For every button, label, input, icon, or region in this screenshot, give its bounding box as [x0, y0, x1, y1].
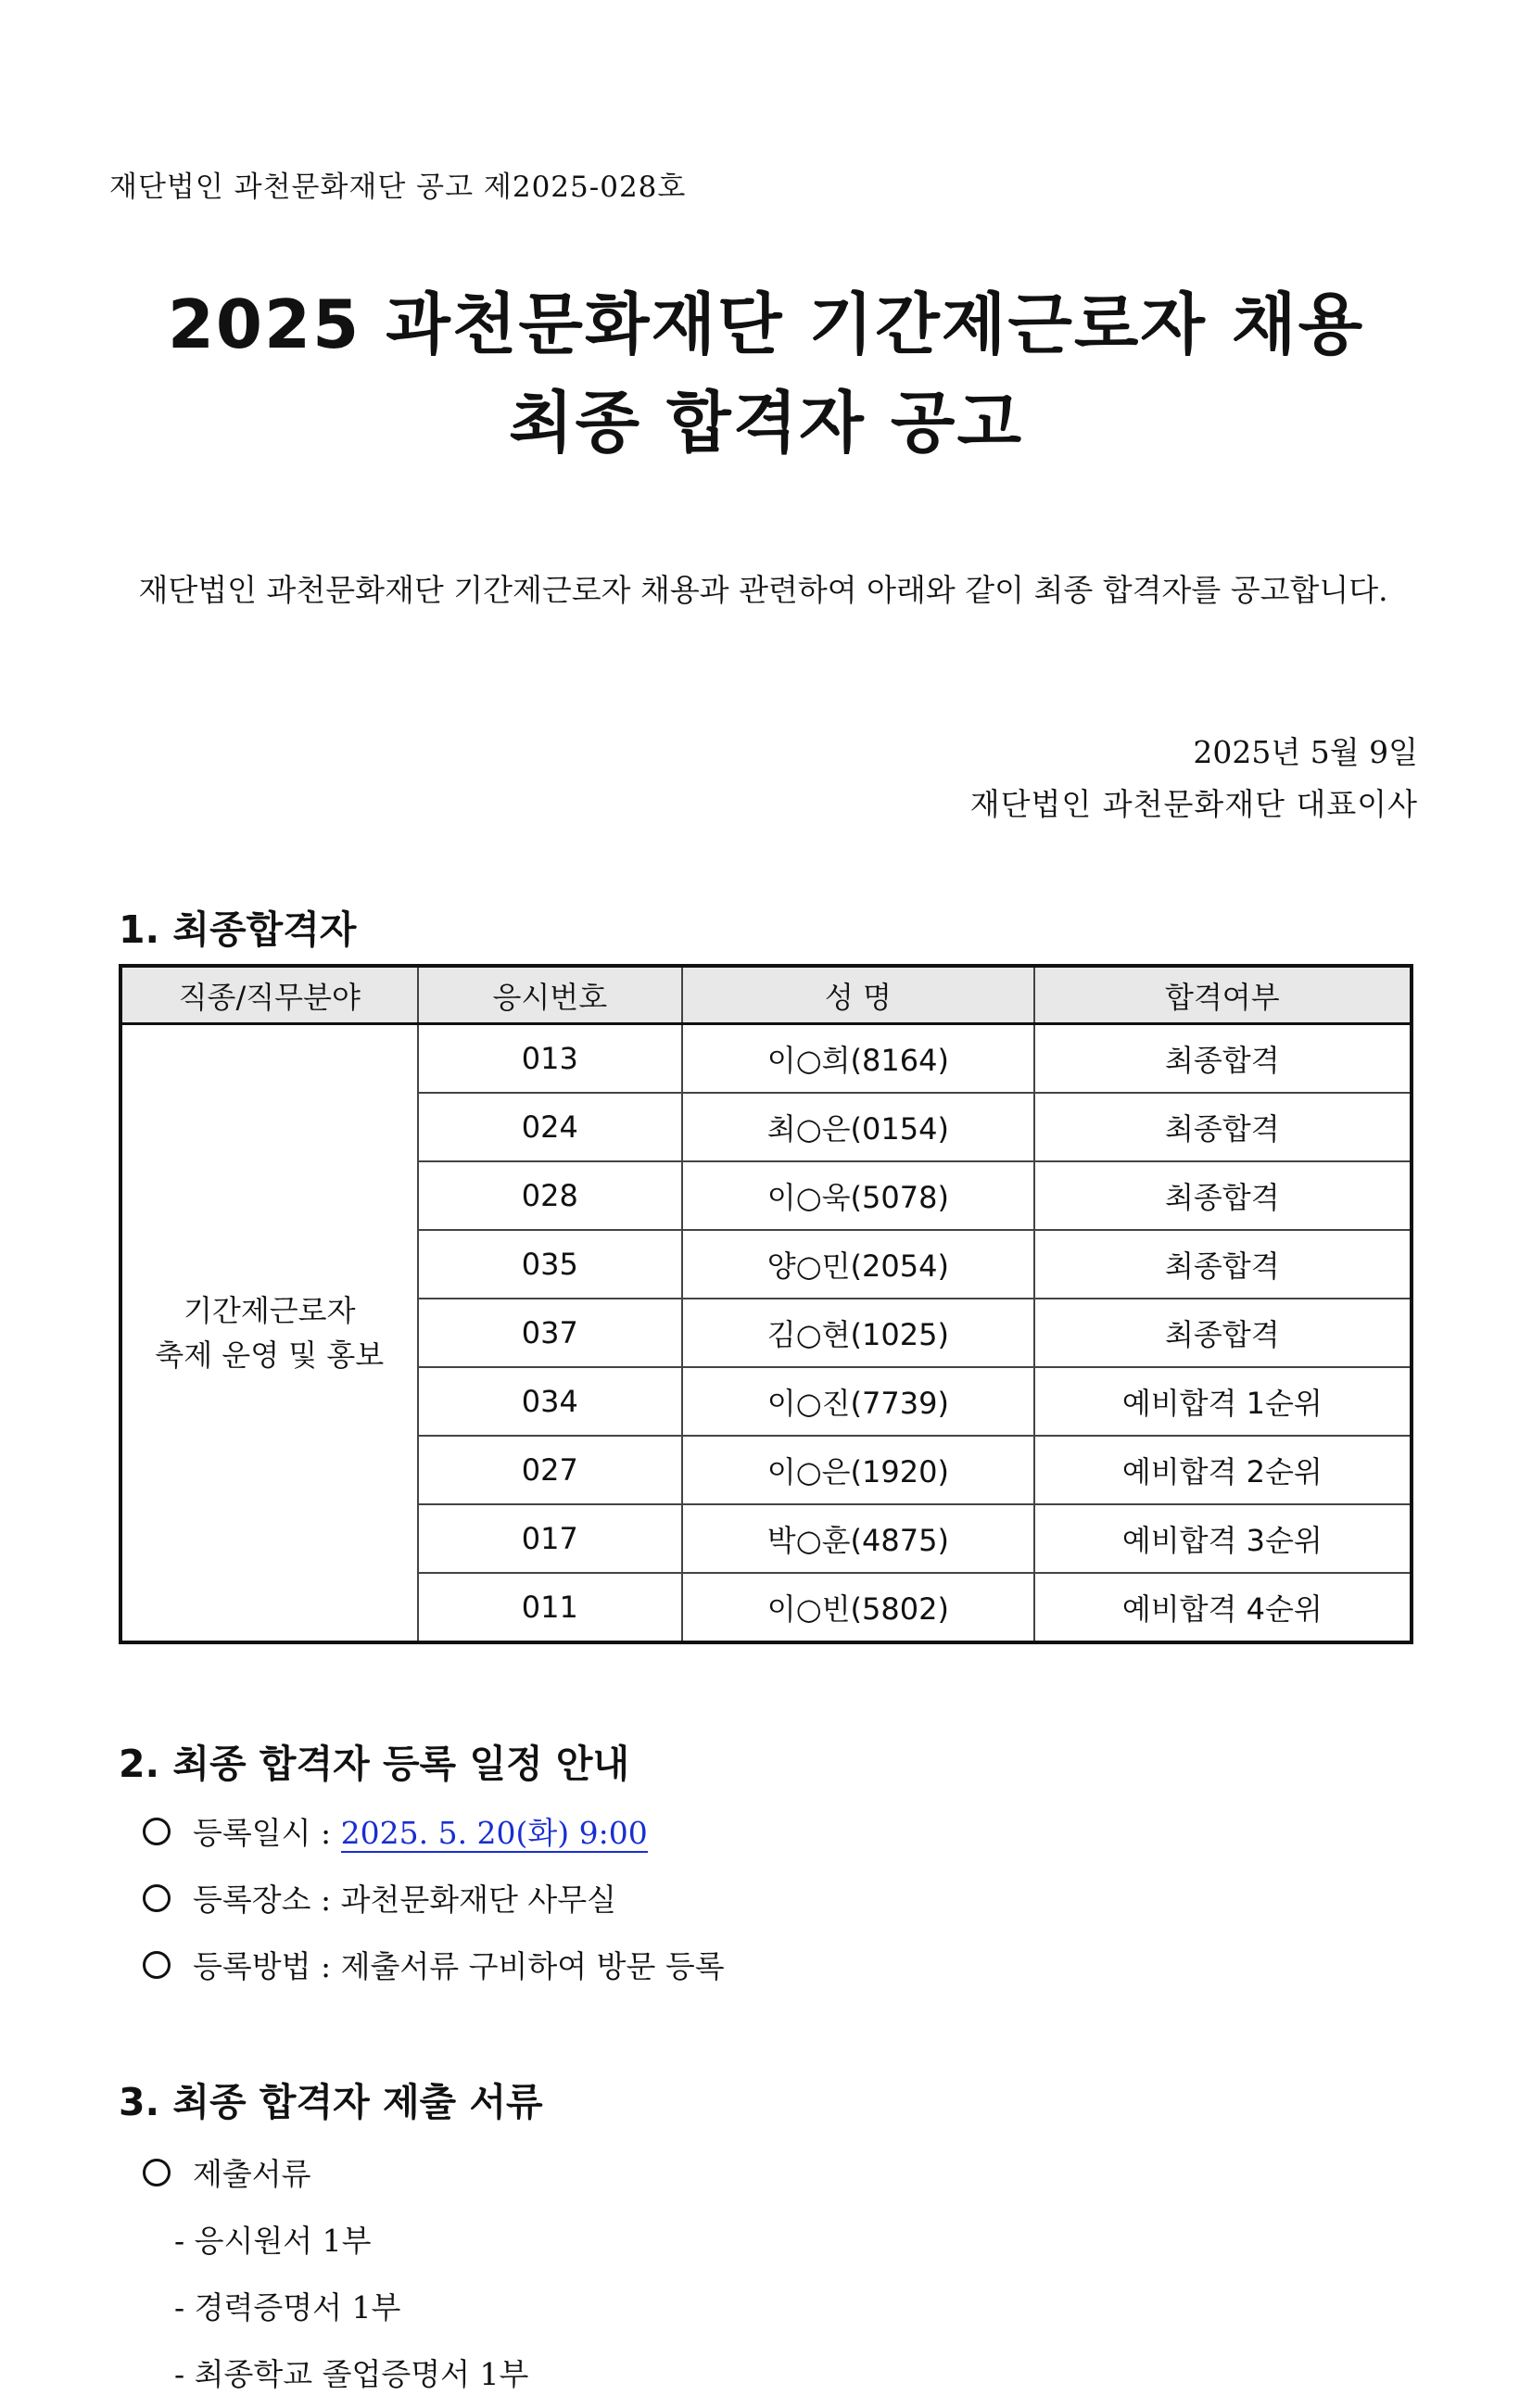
applicant-number: 027: [418, 1436, 683, 1504]
applicant-number: 037: [418, 1299, 683, 1367]
applicant-number: 034: [418, 1367, 683, 1436]
registration-datetime: [193, 1809, 648, 1853]
applicant-name: 이○빈(5802): [682, 1573, 1034, 1642]
applicant-number: 035: [418, 1230, 683, 1299]
registration-place: [193, 1876, 616, 1920]
applicant-result: 예비합격 3순위: [1034, 1504, 1412, 1573]
applicant-result: 최종합격: [1034, 1161, 1412, 1230]
registration-method: [193, 1943, 725, 1986]
item-label: 등록방법 :: [193, 1948, 332, 1984]
table-header-row: [120, 966, 1412, 1024]
registration-datetime-value: 2025. 5. 20(화) 9:00: [340, 1815, 648, 1851]
item-label: 등록일시 :: [193, 1815, 332, 1851]
applicant-result: 최종합격: [1034, 1299, 1412, 1367]
applicant-name: 박○훈(4875): [682, 1504, 1034, 1573]
page-title-line1: 2025 과천문화재단 기간제근로자 채용: [167, 285, 1365, 363]
applicant-name: 양○민(2054): [682, 1230, 1034, 1299]
section1-title: 1. 최종합격자: [119, 907, 357, 952]
applicant-result: 최종합격: [1034, 1024, 1412, 1094]
applicant-number: 017: [418, 1504, 683, 1573]
applicant-name: 이○희(8164): [682, 1024, 1034, 1094]
document-item: - 응시원서 1부: [174, 2223, 372, 2259]
header-number: 응시번호: [418, 966, 683, 1024]
applicant-result: 예비합격 2순위: [1034, 1436, 1412, 1504]
intro-paragraph: [109, 564, 1425, 617]
registration-place-value: 과천문화재단 사무실: [340, 1882, 617, 1918]
applicant-result: 예비합격 1순위: [1034, 1367, 1412, 1436]
job-line2: 축제 운영 및 홍보: [155, 1337, 385, 1373]
circle-bullet-icon: [143, 2159, 171, 2186]
applicant-name: 이○욱(5078): [682, 1161, 1034, 1230]
applicant-name: 이○진(7739): [682, 1367, 1034, 1436]
applicant-name: 김○현(1025): [682, 1299, 1034, 1367]
applicant-name: 최○은(0154): [682, 1093, 1034, 1161]
intro-text: 재단법인 과천문화재단 기간제근로자 채용과 관련하여 아래와 같이 최종 합격자를 공고합니다.: [138, 572, 1388, 608]
table-row: [120, 1024, 1412, 1094]
notice-number: 재단법인 과천문화재단 공고 제2025-028호: [109, 171, 687, 204]
applicant-number: 013: [418, 1024, 683, 1094]
header-job: 직종/직무분야: [120, 966, 418, 1024]
header-name: 성 명: [682, 966, 1034, 1024]
applicant-name: 이○은(1920): [682, 1436, 1034, 1504]
item-label: 등록장소 :: [193, 1882, 332, 1918]
section2-title: 2. 최종 합격자 등록 일정 안내: [119, 1742, 630, 1786]
documents-bullet: 제출서류: [193, 2156, 311, 2192]
announcement-date: 2025년 5월 9일: [1193, 734, 1418, 770]
applicant-number: 028: [418, 1161, 683, 1230]
document-item: - 최종학교 졸업증명서 1부: [174, 2356, 529, 2392]
signer: 재단법인 과천문화재단 대표이사: [969, 786, 1418, 822]
page-title-line2: 최종 합격자 공고: [509, 384, 1023, 462]
applicant-result: 최종합격: [1034, 1230, 1412, 1299]
result-table: [119, 964, 1413, 1644]
circle-bullet-icon: [143, 1951, 171, 1979]
job-line1: 기간제근로자: [184, 1293, 356, 1328]
registration-method-value: 제출서류 구비하여 방문 등록: [340, 1948, 725, 1984]
applicant-number: 011: [418, 1573, 683, 1642]
document-item: - 경력증명서 1부: [174, 2289, 401, 2326]
header-result: 합격여부: [1034, 966, 1412, 1024]
applicant-result: 예비합격 4순위: [1034, 1573, 1412, 1642]
circle-bullet-icon: [143, 1818, 171, 1845]
job-field-cell: [120, 1024, 418, 1643]
applicant-number: 024: [418, 1093, 683, 1161]
section3-title: 3. 최종 합격자 제출 서류: [119, 2080, 543, 2124]
circle-bullet-icon: [143, 1884, 171, 1912]
applicant-result: 최종합격: [1034, 1093, 1412, 1161]
